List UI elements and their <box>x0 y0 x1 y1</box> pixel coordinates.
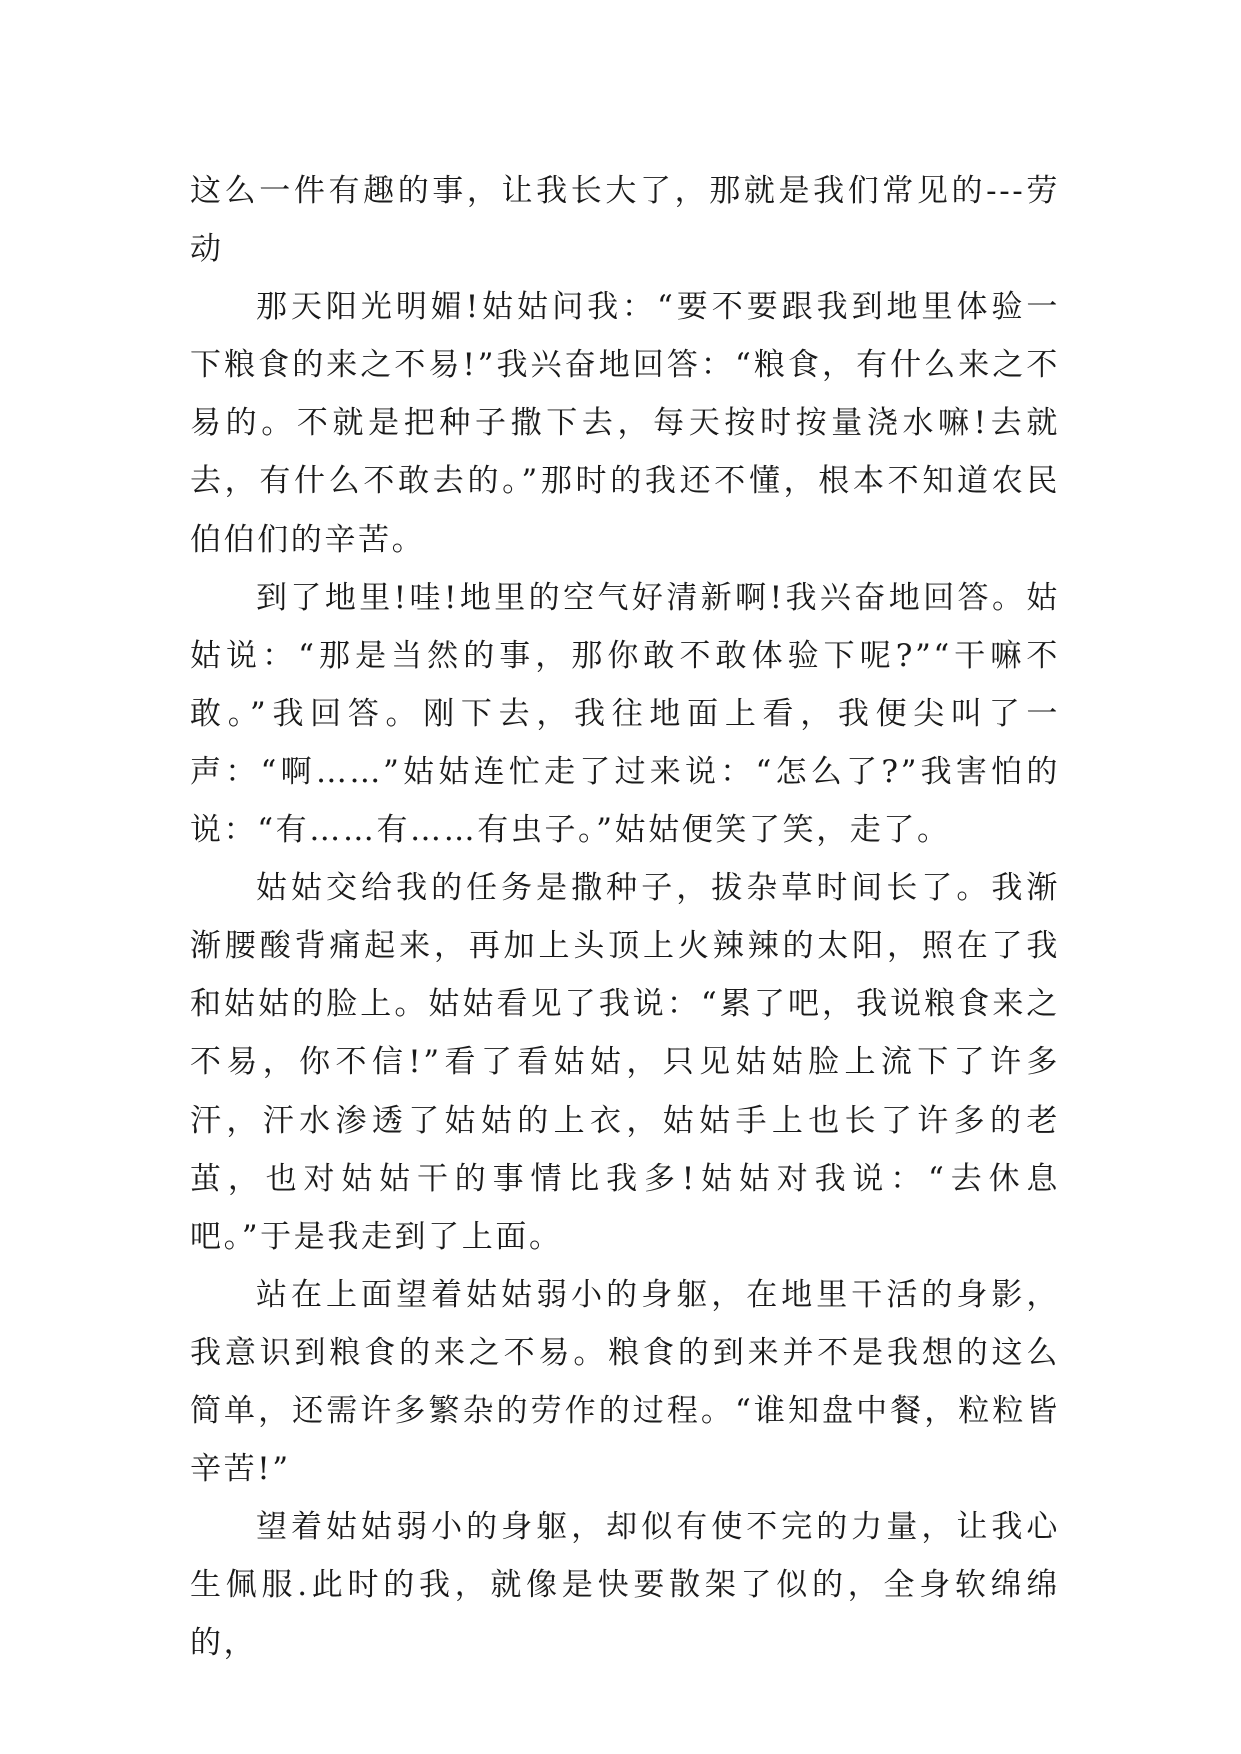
paragraph-2: 那天阳光明媚!姑姑问我：“要不要跟我到地里体验一下粮食的来之不易!”我兴奋地回答：“粮食，有什么来之不易的。不就是把种子撒下去，每天按时按量浇水嘛!去就去，有什么不敢去的。”那时的我还不懂，根本不知道农民伯伯们的辛苦。 <box>190 289 1060 558</box>
paragraph-3: 到了地里!哇!地里的空气好清新啊!我兴奋地回答。姑姑说：“那是当然的事，那你敢不敢体验下呢?”“干嘛不敢。”我回答。刚下去，我往地面上看，我便尖叫了一声：“啊……”姑姑连忙走了过来说：“怎么了?”我害怕的说：“有……有……有虫子。”姑姑便笑了笑，走了。 <box>190 579 1060 849</box>
document-body <box>190 162 1060 1672</box>
paragraph-6: 望着姑姑弱小的身躯，却似有使不完的力量，让我心生佩服.此时的我，就像是快要散架了似的，全身软绵绵的， <box>190 1509 1060 1662</box>
paragraph-5: 站在上面望着姑姑弱小的身躯，在地里干活的身影，我意识到粮食的来之不易。粮食的到来并不是我想的这么简单，还需许多繁杂的劳作的过程。“谁知盘中餐，粒粒皆辛苦!” <box>190 1276 1060 1488</box>
paragraph-1: 这么一件有趣的事，让我长大了，那就是我们常见的---劳动 <box>190 173 1060 268</box>
paragraph-4: 姑姑交给我的任务是撒种子，拔杂草时间长了。我渐渐腰酸背痛起来，再加上头顶上火辣辣的太阳，照在了我和姑姑的脸上。姑姑看见了我说：“累了吧，我说粮食来之不易，你不信!”看了看姑姑，只见姑姑脸上流下了许多汗，汗水渗透了姑姑的上衣，姑姑手上也长了许多的老茧，也对姑姑干的事情比我多!姑姑对我说：“去休息吧。”于是我走到了上面。 <box>190 870 1060 1255</box>
